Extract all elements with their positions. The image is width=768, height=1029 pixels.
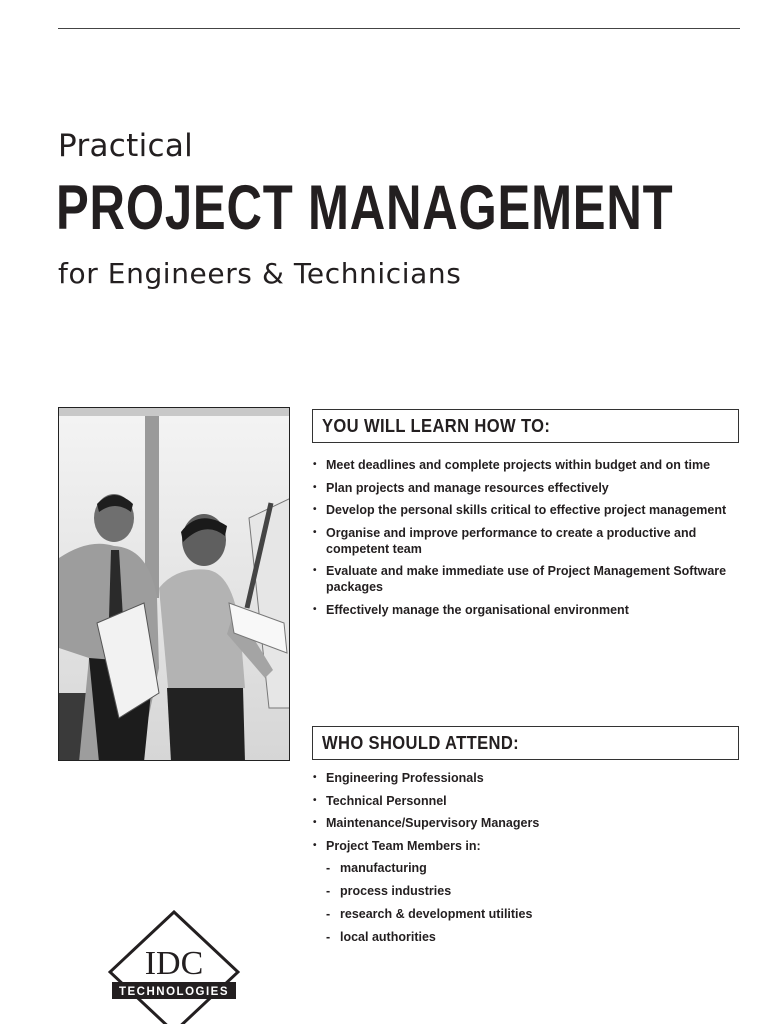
- list-item: • Evaluate and make immediate use of Project Management Software packages: [312, 563, 742, 595]
- list-item: • Meet deadlines and complete projects within budget and on time: [312, 457, 742, 473]
- sub-list-item: - process industries: [312, 883, 742, 899]
- list-item: • Effectively manage the organisational environment: [312, 602, 742, 618]
- attend-heading: WHO SHOULD ATTEND:: [322, 733, 520, 753]
- sub-list-item: - local authorities: [312, 929, 742, 945]
- list-item: • Technical Personnel: [312, 793, 742, 809]
- pre-title: Practical: [58, 128, 194, 164]
- engineers-photo: [58, 407, 290, 761]
- logo-tagline: TECHNOLOGIES: [118, 986, 230, 998]
- list-item: • Project Team Members in:: [312, 838, 742, 854]
- sub-list-item: - manufacturing: [312, 860, 742, 876]
- logo-text: IDC: [144, 945, 204, 982]
- list-item: • Engineering Professionals: [312, 770, 742, 786]
- learn-heading-box: [312, 409, 739, 443]
- sub-list-item: - research & development utilities: [312, 906, 742, 922]
- list-item: • Organise and improve performance to create a productive and competent team: [312, 525, 742, 557]
- attend-heading-box: [312, 726, 739, 760]
- learn-heading: YOU WILL LEARN HOW TO:: [322, 416, 551, 436]
- list-item: • Plan projects and manage resources effectively: [312, 480, 742, 496]
- top-rule: [58, 28, 740, 29]
- attend-list: [312, 770, 742, 952]
- page-title: PROJECT MANAGEMENT: [56, 173, 674, 243]
- page-subtitle: for Engineers & Technicians: [58, 257, 462, 290]
- list-item: • Develop the personal skills critical to effective project management: [312, 502, 742, 518]
- list-item: • Maintenance/Supervisory Managers: [312, 815, 742, 831]
- idc-logo: [108, 910, 240, 1024]
- learn-list: [312, 457, 742, 624]
